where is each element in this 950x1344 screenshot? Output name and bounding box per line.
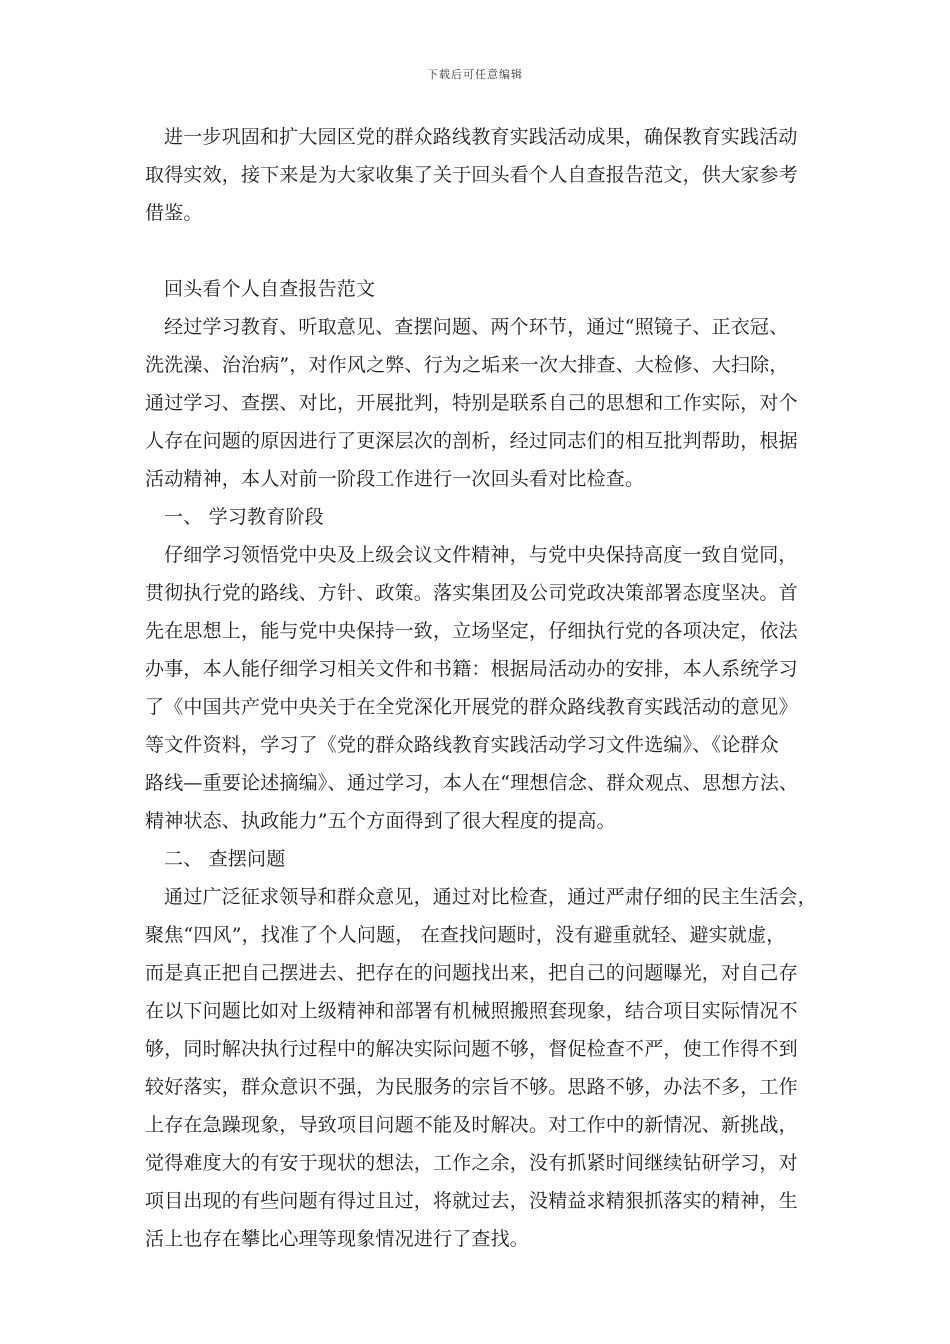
- text-line: 借鉴。: [145, 202, 203, 224]
- paragraph-study: [145, 536, 825, 840]
- text-line: 上存在急躁现象，导致项目问题不能及时解决。对工作中的新情况、新挑战，: [145, 1114, 798, 1136]
- text-line: 人存在问题的原因进行了更深层次的剖析，经过同志们的相互批判帮助，根据: [145, 430, 798, 452]
- text-line: 洗洗澡、治治病”，对作风之弊、行为之垢来一次大排查、大检修、大扫除，: [145, 354, 789, 376]
- text-line: 仔细学习领悟党中央及上级会议文件精神，与党中央保持高度一致自觉同，: [164, 544, 798, 566]
- text-line: 通过学习、查摆、对比，开展批判，特别是联系自己的思想和工作实际，对个: [145, 392, 798, 414]
- paragraph-problems: [145, 878, 825, 1258]
- text-line: 办事，本人能仔细学习相关文件和书籍：根据局活动办的安排，本人系统学习: [145, 658, 798, 680]
- text-line: 通过广泛征求领导和群众意见，通过对比检查，通过严肃仔细的民主生活会，: [164, 886, 817, 908]
- text-line: 在以下问题比如对上级精神和部署有机械照搬照套现象，结合项目实际情况不: [145, 1000, 798, 1022]
- text-line: 项目出现的有些问题有得过且过，将就过去，没精益求精狠抓落实的精神，生: [145, 1190, 798, 1212]
- text-line: 觉得难度大的有安于现状的想法，工作之余，没有抓紧时间继续钻研学习，对: [145, 1152, 798, 1174]
- text-line: 经过学习教育、听取意见、查摆问题、两个环节，通过“照镜子、正衣冠、: [164, 316, 789, 338]
- page-header-note: 下载后可任意编辑: [427, 68, 523, 81]
- paragraph-spacer: [145, 232, 825, 270]
- document-body: [145, 118, 825, 1258]
- text-line: 活动精神，本人对前一阶段工作进行一次回头看对比检查。: [145, 468, 645, 490]
- text-line: 进一步巩固和扩大园区党的群众路线教育实践活动成果，确保教育实践活动: [164, 126, 798, 148]
- text-line: 路线—重要论述摘编》、通过学习，本人在“理想信念、群众观点、思想方法、: [145, 772, 799, 794]
- paragraph-overview: [145, 308, 825, 498]
- text-line: 了《中国共产党中央关于在全党深化开展党的群众路线教育实践活动的意见》: [145, 696, 798, 718]
- text-line: 贯彻执行党的路线、方针、政策。落实集团及公司党政决策部署态度坚决。首: [145, 582, 798, 604]
- text-line: 活上也存在攀比心理等现象情况进行了查找。: [145, 1228, 530, 1250]
- article-title: 回头看个人自查报告范文: [164, 278, 376, 300]
- text-line: 精神状态、执政能力”五个方面得到了很大程度的提高。: [145, 810, 616, 832]
- text-line: 等文件资料，学习了《党的群众路线教育实践活动学习文件选编》、《论群众: [145, 734, 779, 756]
- intro-paragraph: [145, 118, 825, 232]
- text-line: 先在思想上，能与党中央保持一致，立场坚定，仔细执行党的各项决定，依法: [145, 620, 798, 642]
- text-line: 聚焦“四风”，找准了个人问题， 在查找问题时，没有避重就轻、避实就虚，: [145, 924, 786, 946]
- text-line: 而是真正把自己摆进去、把存在的问题找出来，把自己的问题曝光，对自己存: [145, 962, 798, 984]
- text-line: 较好落实，群众意识不强，为民服务的宗旨不够。思路不够，办法不多，工作: [145, 1076, 798, 1098]
- section-heading-problems: 二、 查摆问题: [164, 848, 286, 870]
- text-line: 够，同时解决执行过程中的解决实际问题不够，督促检查不严，使工作得不到: [145, 1038, 798, 1060]
- text-line: 取得实效，接下来是为大家收集了关于回头看个人自查报告范文，供大家参考: [145, 164, 798, 186]
- section-heading-study: 一、 学习教育阶段: [164, 506, 324, 528]
